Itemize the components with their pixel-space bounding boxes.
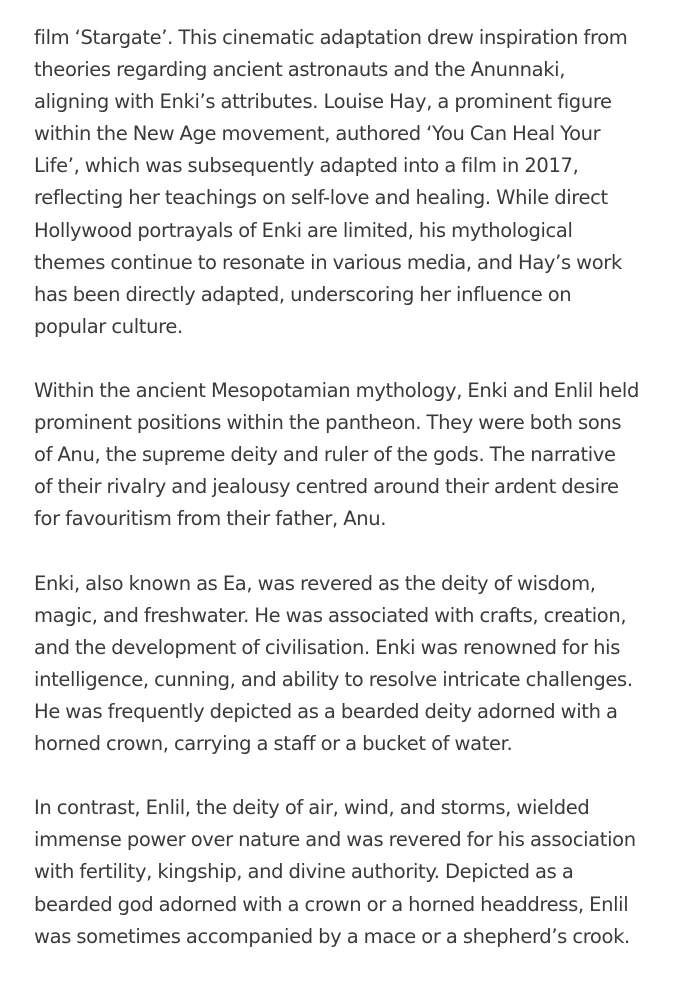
text-line: reflecting her teachings on self-love and healing. While direct	[34, 186, 608, 210]
text-line: with fertility, kingship, and divine authority. Depicted as a	[34, 860, 574, 884]
text-line: He was frequently depicted as a bearded deity adorned with a	[34, 699, 618, 723]
text-line: Life’, which was subsequently adapted into a film in 2017,	[34, 154, 579, 178]
text-line: themes continue to resonate in various media, and Hay’s work	[34, 250, 622, 274]
text-line: horned crown, carrying a staff or a bucket of water.	[34, 732, 513, 756]
text-line: of Anu, the supreme deity and ruler of the gods. The narrative	[34, 443, 616, 467]
paragraph-enki	[34, 568, 670, 761]
text-line: magic, and freshwater. He was associated with crafts, creation,	[34, 603, 627, 627]
paragraph-enki-enlil-intro	[34, 375, 670, 535]
text-line: intelligence, cunning, and ability to resolve intricate challenges.	[34, 667, 633, 691]
text-line: prominent positions within the pantheon. They were both sons	[34, 411, 622, 435]
text-line: Enki, also known as Ea, was revered as the deity of wisdom,	[34, 571, 596, 595]
text-line: popular culture.	[34, 314, 183, 338]
text-line: theories regarding ancient astronauts and the Anunnaki,	[34, 58, 566, 82]
text-line: was sometimes accompanied by a mace or a shepherd’s crook.	[34, 924, 630, 948]
paragraph-stargate-hay	[34, 22, 670, 343]
text-line: bearded god adorned with a crown or a horned headdress, Enlil	[34, 892, 629, 916]
text-line: for favouritism from their father, Anu.	[34, 507, 387, 531]
text-line: immense power over nature and was revered for his association	[34, 828, 636, 852]
text-line: within the New Age movement, authored ‘You Can Heal Your	[34, 122, 601, 146]
text-line: aligning with Enki’s attributes. Louise Hay, a prominent figure	[34, 90, 612, 114]
text-line: Hollywood portrayals of Enki are limited, his mythological	[34, 218, 573, 242]
text-line: film ‘Stargate’. This cinematic adaptation drew inspiration from	[34, 26, 628, 49]
text-line: has been directly adapted, underscoring her influence on	[34, 282, 572, 306]
text-line: and the development of civilisation. Enki was renowned for his	[34, 635, 621, 659]
text-line: of their rivalry and jealousy centred around their ardent desire	[34, 475, 619, 499]
text-line: In contrast, Enlil, the deity of air, wind, and storms, wielded	[34, 796, 590, 820]
text-line: Within the ancient Mesopotamian mythology, Enki and Enlil held	[34, 379, 640, 403]
article-body	[34, 22, 670, 985]
paragraph-enlil	[34, 792, 670, 952]
